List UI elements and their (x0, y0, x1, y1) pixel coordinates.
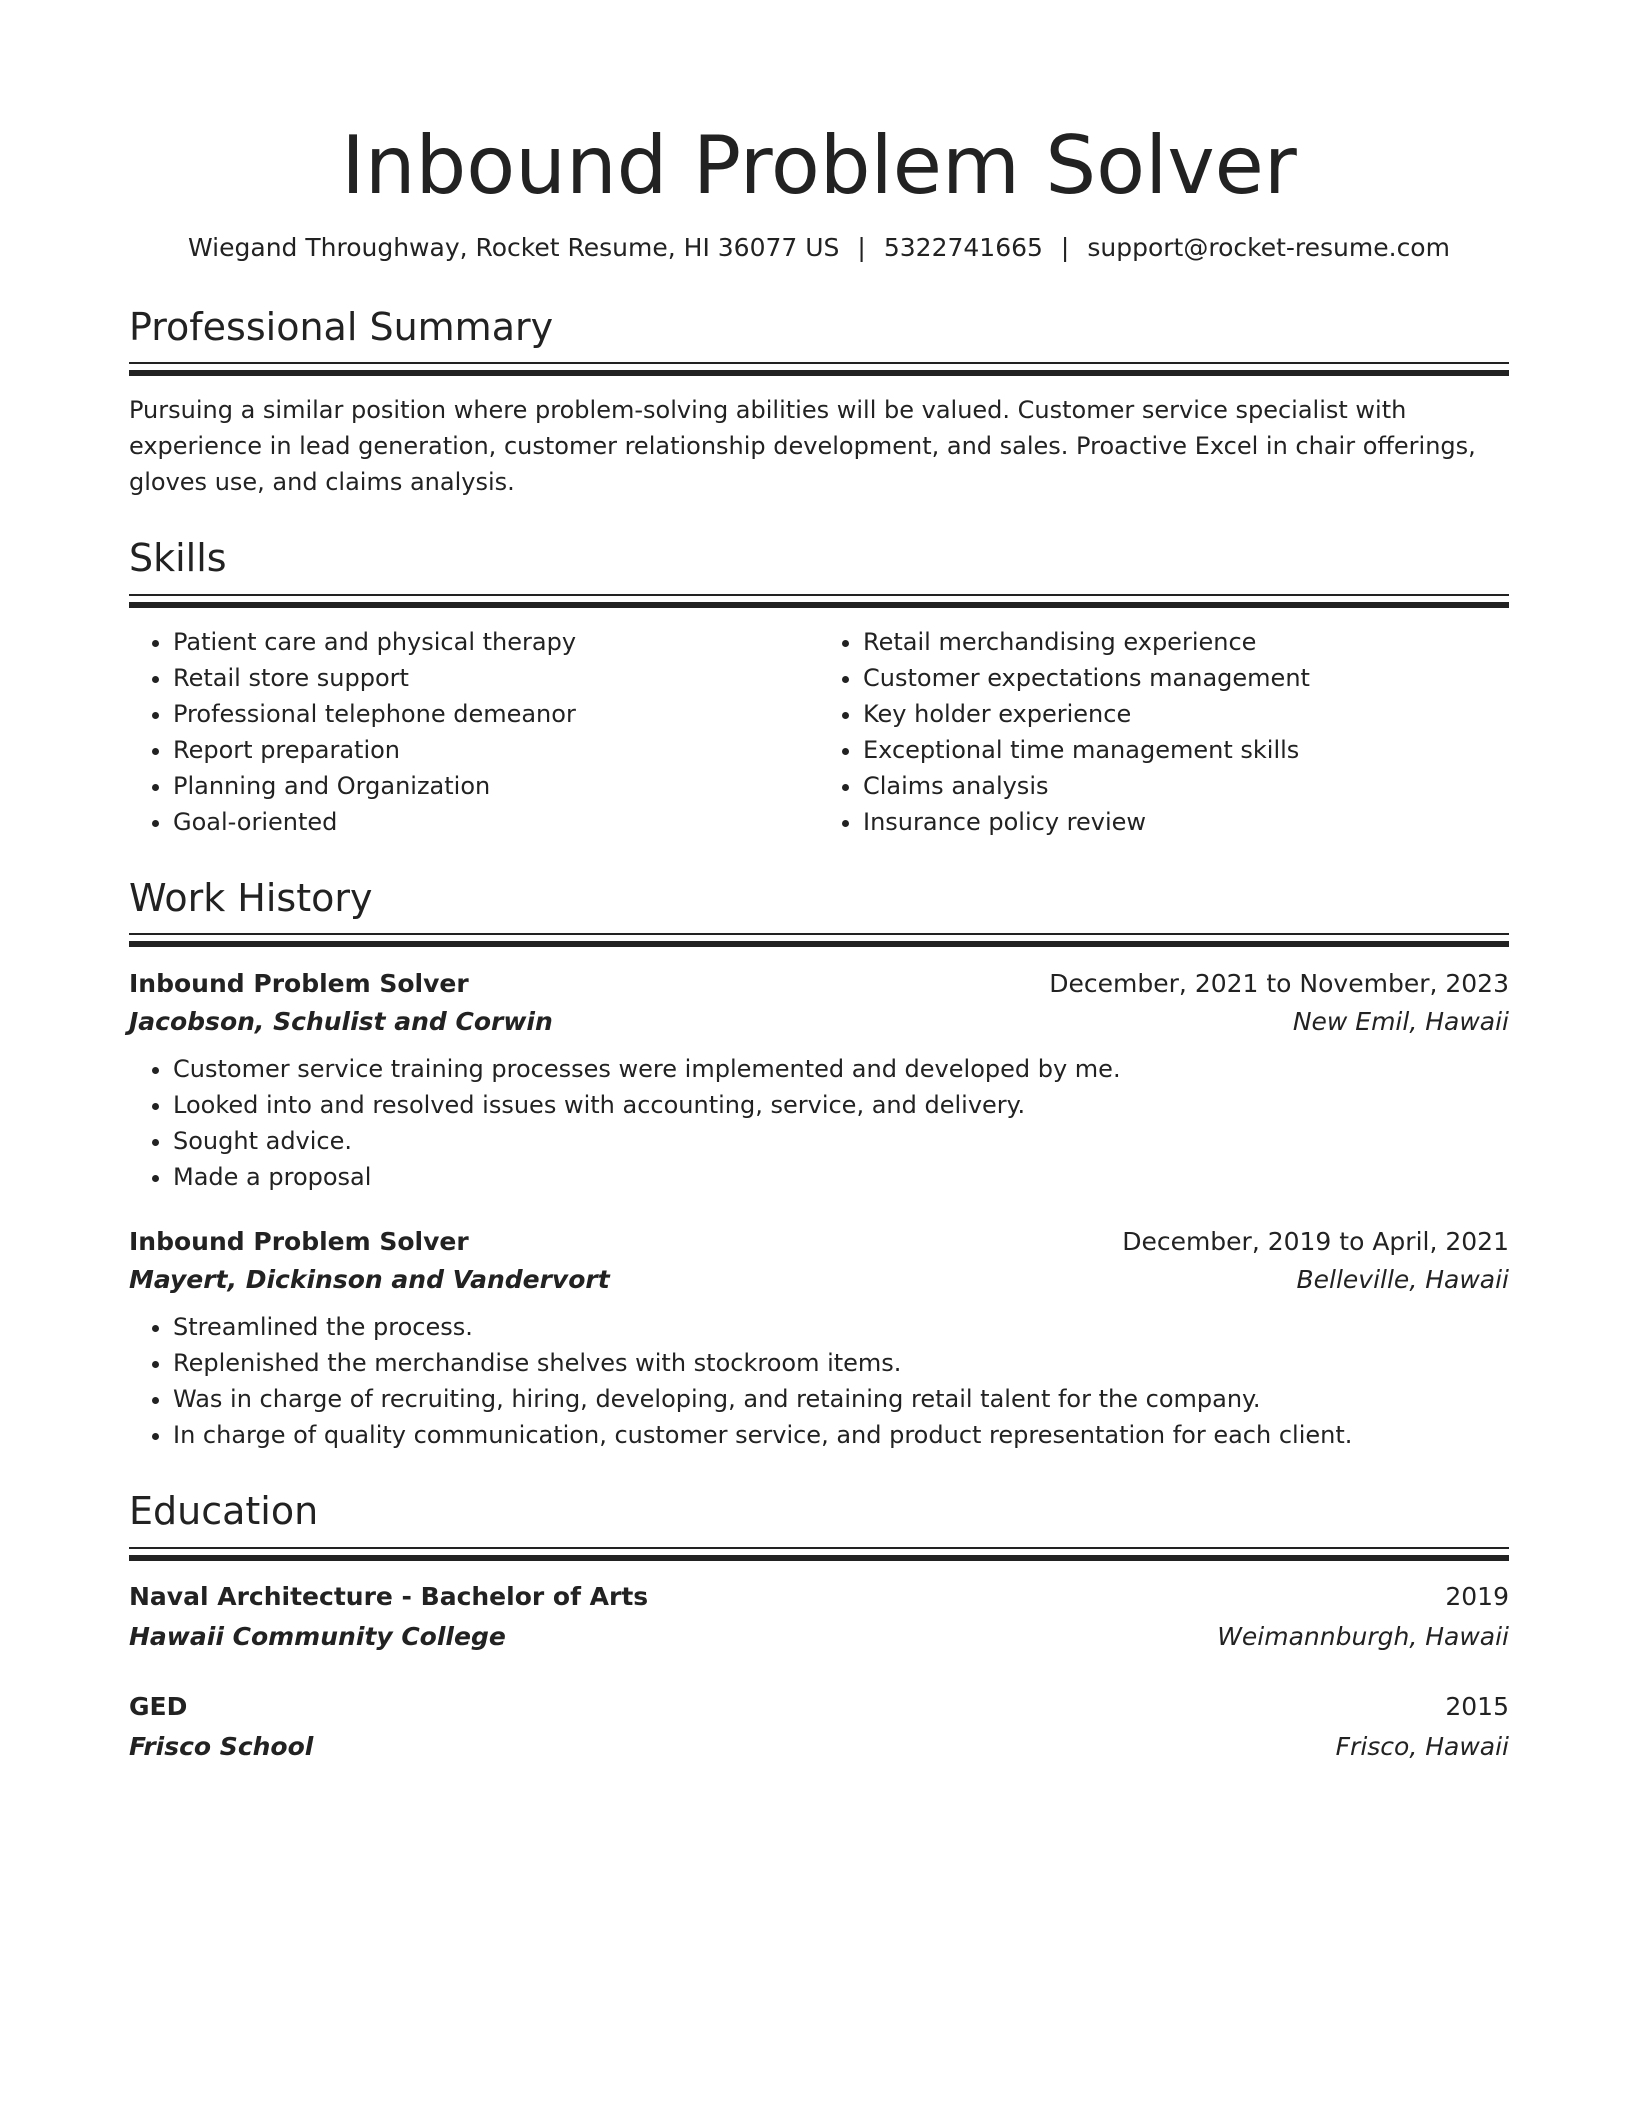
education-year: 2015 (1445, 1691, 1509, 1721)
job-bullet: • Sought advice. (173, 1123, 1509, 1159)
skill-item: • Goal-oriented (173, 804, 819, 840)
contact-email: support@rocket-resume.com (1087, 233, 1450, 262)
job-entry (129, 1223, 1509, 1453)
education-school: Hawaii Community College (129, 1621, 506, 1651)
summary-text: Pursuing a similar position where problem-solving abilities will be valued. Customer service specialist with experience in lead generation, customer relationship development, and sales. Proactive Excel in chair offerings, gloves use, and claims analysis. (129, 396, 1476, 497)
education-year: 2019 (1445, 1581, 1509, 1611)
resume-page (129, 120, 1509, 1767)
skill-item: • Exceptional time management skills (863, 732, 1509, 768)
job-title-row (129, 965, 1509, 1003)
section-heading: Work History (129, 875, 373, 920)
job-company-row (129, 1261, 1509, 1299)
skills-columns (129, 624, 1509, 840)
education-school: Frisco School (129, 1731, 314, 1761)
contact-separator: | (857, 233, 866, 262)
education-school-row (129, 1617, 1509, 1657)
job-title-row (129, 1223, 1509, 1261)
job-bullets (129, 1309, 1509, 1453)
section-divider (129, 933, 1509, 947)
job-bullet: • Customer service training processes were implemented and developed by me. (173, 1051, 1509, 1087)
skill-item: • Claims analysis (863, 768, 1509, 804)
section-divider (129, 594, 1509, 608)
job-bullet: • Was in charge of recruiting, hiring, developing, and retaining retail talent for the company. (173, 1381, 1509, 1417)
section-skills (129, 536, 1509, 840)
education-school-row (129, 1727, 1509, 1767)
skill-item: • Retail merchandising experience (863, 624, 1509, 660)
job-dates: December, 2019 to April, 2021 (1122, 1227, 1509, 1257)
job-company: Jacobson, Schulist and Corwin (129, 1007, 553, 1037)
section-heading: Skills (129, 536, 227, 581)
education-degree: Naval Architecture - Bachelor of Arts (129, 1581, 649, 1611)
job-dates: December, 2021 to November, 2023 (1049, 969, 1509, 999)
skill-item: • Planning and Organization (173, 768, 819, 804)
section-education (129, 1489, 1509, 1767)
job-title: Inbound Problem Solver (129, 1227, 469, 1257)
education-entry (129, 1577, 1509, 1657)
section-heading: Education (129, 1489, 319, 1534)
contact-phone: 5322741665 (883, 233, 1043, 262)
job-entry (129, 965, 1509, 1195)
section-summary (129, 305, 1509, 501)
skill-item: • Professional telephone demeanor (173, 696, 819, 732)
section-divider (129, 1547, 1509, 1561)
skill-item: • Key holder experience (863, 696, 1509, 732)
education-location: Frisco, Hawaii (1335, 1731, 1509, 1761)
job-bullet: • Looked into and resolved issues with accounting, service, and delivery. (173, 1087, 1509, 1123)
section-work-history (129, 876, 1509, 1454)
section-heading: Professional Summary (129, 304, 554, 349)
job-title: Inbound Problem Solver (129, 969, 469, 999)
job-bullet: • Made a proposal (173, 1159, 1509, 1195)
job-location: New Emil, Hawaii (1292, 1007, 1509, 1037)
education-degree: GED (129, 1691, 188, 1721)
skill-item: • Report preparation (173, 732, 819, 768)
skill-item: • Patient care and physical therapy (173, 624, 819, 660)
job-company-row (129, 1003, 1509, 1041)
skills-list-right (819, 624, 1509, 840)
contact-separator: | (1060, 233, 1070, 262)
job-company: Mayert, Dickinson and Vandervort (129, 1265, 610, 1295)
education-degree-row (129, 1577, 1509, 1617)
skill-item: • Retail store support (173, 660, 819, 696)
education-entry (129, 1687, 1509, 1767)
section-divider (129, 362, 1509, 376)
skill-item: • Insurance policy review (863, 804, 1509, 840)
skill-item: • Customer expectations management (863, 660, 1509, 696)
education-degree-row (129, 1687, 1509, 1727)
job-location: Belleville, Hawaii (1296, 1265, 1509, 1295)
candidate-name: Inbound Problem Solver (341, 119, 1297, 212)
job-bullet: • Streamlined the process. (173, 1309, 1509, 1345)
contact-address: Wiegand Throughway, Rocket Resume, HI 36077 US (188, 233, 840, 262)
skills-list-left (129, 624, 819, 840)
job-bullets (129, 1051, 1509, 1195)
education-location: Weimannburgh, Hawaii (1217, 1621, 1509, 1651)
job-bullet: • Replenished the merchandise shelves with stockroom items. (173, 1345, 1509, 1381)
job-bullet: • In charge of quality communication, customer service, and product representation for each client. (173, 1417, 1509, 1453)
contact-line (129, 232, 1509, 265)
